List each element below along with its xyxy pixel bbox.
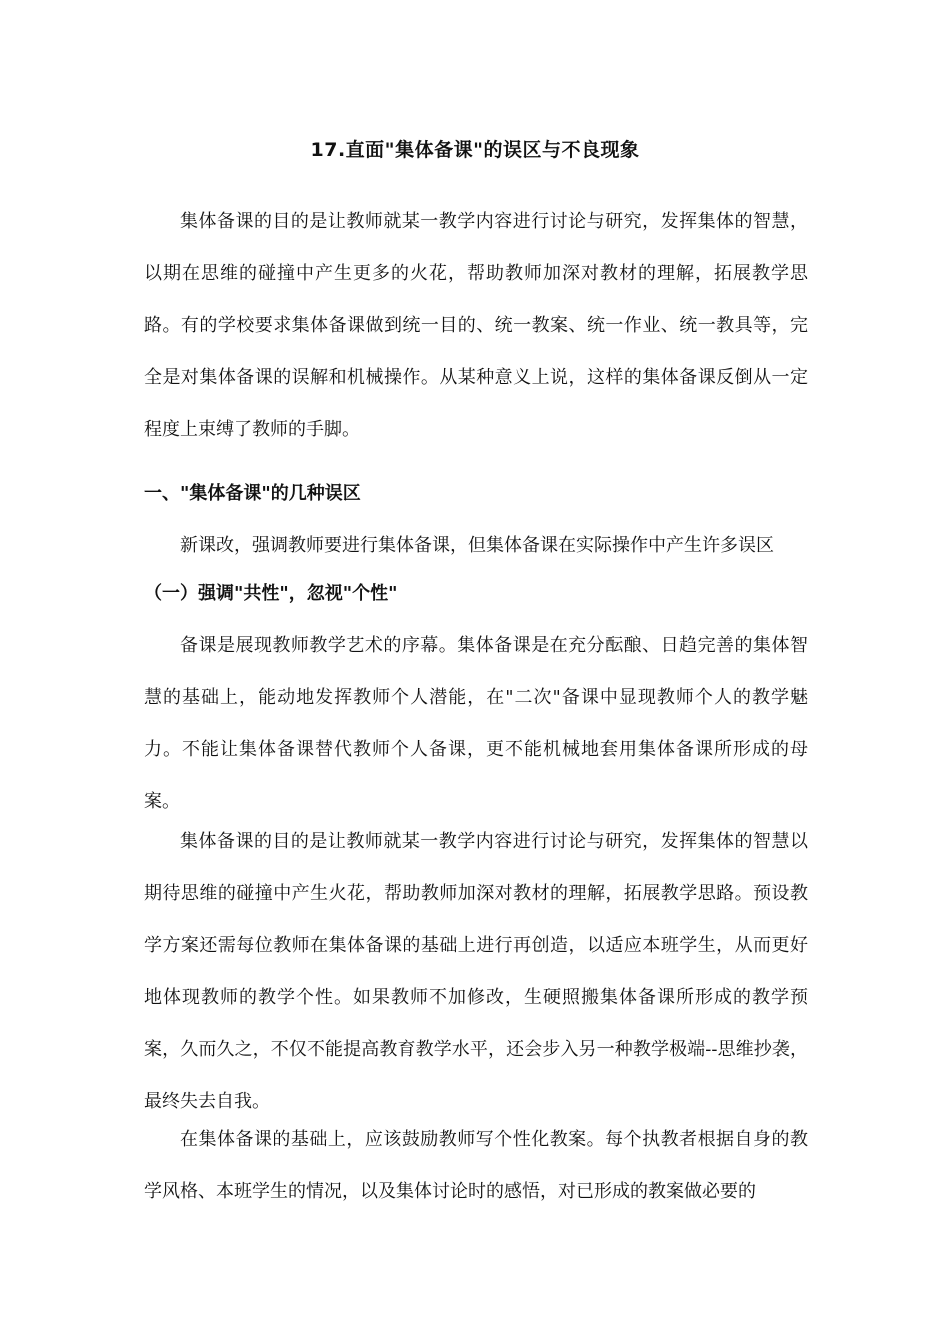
body-paragraph: 备课是展现教师教学艺术的序幕。集体备课是在充分酝酿、日趋完善的集体智慧的基础上，能动地发挥教师个人潜能，在"二次"备课中显现教师个人的教学魅力。不能让集体备课替代教师个人备课，更不能机械地套用集体备课所形成的母案。	[144, 635, 808, 812]
section-heading: 一、"集体备课"的几种误区	[144, 483, 361, 504]
intro-paragraph: 集体备课的目的是让教师就某一教学内容进行讨论与研究，发挥集体的智慧，以期在思维的碰撞中产生更多的火花，帮助教师加深对教材的理解，拓展教学思路。有的学校要求集体备课做到统一目的、统一教案、统一作业、统一教具等，完全是对集体备课的误解和机械操作。从某种意义上说，这样的集体备课反倒从一定程度上束缚了教师的手脚。	[144, 211, 808, 440]
document-title: 17.直面"集体备课"的误区与不良现象	[310, 139, 640, 161]
body-paragraph: 在集体备课的基础上，应该鼓励教师写个性化教案。每个执教者根据自身的教学风格、本班学生的情况，以及集体讨论时的感悟，对已形成的教案做必要的	[144, 1129, 808, 1202]
section-intro-paragraph: 新课改，强调教师要进行集体备课，但集体备课在实际操作中产生许多误区	[180, 535, 774, 556]
subsection-heading: （一）强调"共性"，忽视"个性"	[144, 583, 398, 604]
body-paragraph: 集体备课的目的是让教师就某一教学内容进行讨论与研究，发挥集体的智慧以期待思维的碰撞中产生火花，帮助教师加深对教材的理解，拓展教学思路。预设教学方案还需每位教师在集体备课的基础上进行再创造，以适应本班学生，从而更好地体现教师的教学个性。如果教师不加修改，生硬照搬集体备课所形成的教学预案，久而久之，不仅不能提高教育教学水平，还会步入另一种教学极端--思维抄袭，最终失去自我。	[144, 831, 808, 1112]
